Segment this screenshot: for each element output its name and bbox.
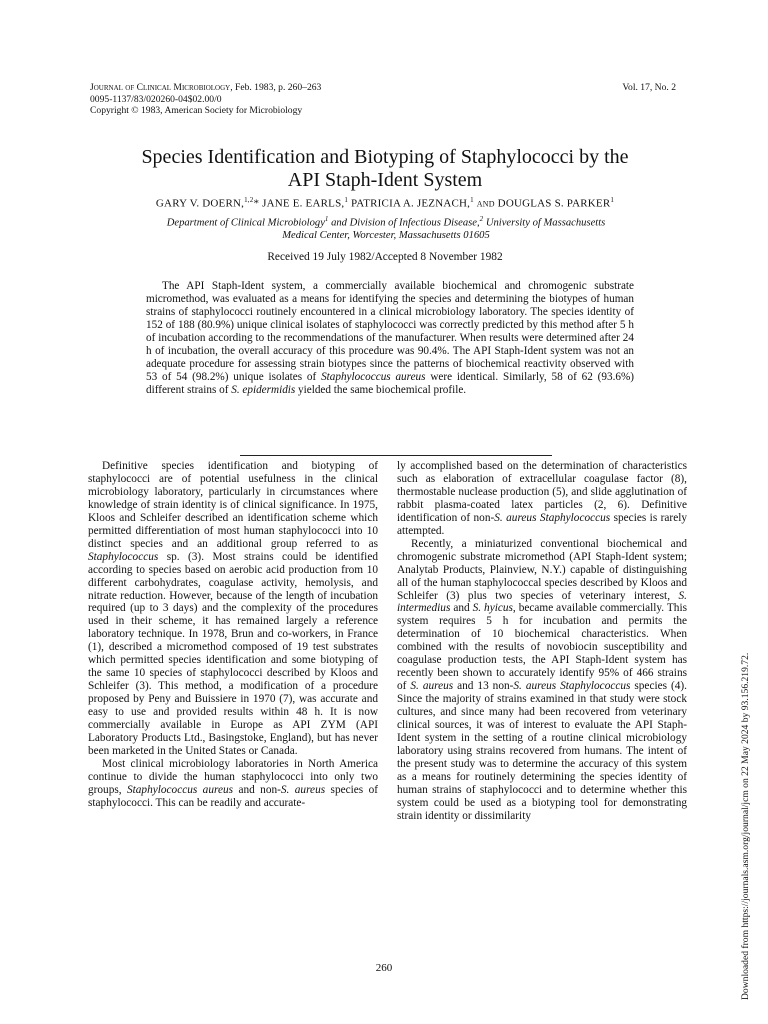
author-3: PATRICIA A. JEZNACH, [348,197,471,210]
affiliation-line-1 [80,213,692,230]
text-run: Recently, a miniaturized conventional biochemical and chromogenic substrate micromethod (API Staph-Ident system; Analytab Products, Plainview, N.Y.) capable of distinguishing all of the human staphylococcal species described by Kloos and Schleifer (3) plus two species of veterinary interest, [397,537,687,602]
author-1-sup: 1,2 [244,196,254,204]
text-run: species (4). Since the majority of strains examined in that study were stock cultures, and since many had been recovered from veterinary clinical sources, it was of interest to evaluate the API Staph-Ident system in the setting of a routine clinical microbiology laboratory using strains recovered from humans. The intent of the present study was to determine the accuracy of this system as a means for routinely determining the species identity of human strains of staphylococci and to determine whether this system could be used as a biotyping tool for demonstrating strain identity or dissimilarity [397,680,687,822]
corresponding-star: * [253,197,260,210]
italic-run: S. hyicus [472,602,513,615]
text-run: species is rarely attempted. [397,511,687,537]
issue-info: , Feb. 1983, p. 260–263 [230,82,322,93]
affiliation-sup-1: 1 [324,215,329,223]
abstract [146,280,634,397]
article-title [60,146,710,192]
author-list [60,196,710,210]
title-line-1: Species Identification and Biotyping of Staphylococci by the [141,146,629,168]
abstract-italic-1: Staphylococcus aureus [321,371,426,383]
italic-run: S. aureus Staphylococcus [513,680,631,693]
author-and: and [473,197,498,210]
abstract-italic-2: S. epidermidis [231,384,296,396]
received-dates: Received 19 July 1982/Accepted 8 November 1982 [267,251,503,263]
text-run: , became available commercially. This system requires 5 h for incubation and permits the determination of 10 biochemical characteristics. When combined with the results of novobiocin susceptibility and coagulase production tests, the API Staph-Ident system has recently been shown to accurately identify 95% of 466 strains of [397,602,687,693]
text-run: and non- [233,783,281,796]
italic-run: Staphylococcus aureus [127,783,234,796]
affiliation-sup-2: 2 [479,215,484,223]
title-line-2: API Staph-Ident System [287,169,483,191]
affiliation-line-2: Medical Center, Worcester, Massachusetts 01605 [282,230,490,242]
author-4: DOUGLAS S. PARKER [497,197,611,210]
right-paragraph-2 [397,538,687,823]
affiliations [80,213,692,243]
text-run: and 13 non- [453,680,514,693]
copyright-line: Copyright © 1983, American Society for Microbiology [90,105,303,116]
author-2-sup: 1 [344,196,349,204]
affiliation-dept: Department of Clinical Microbiology [166,217,325,229]
text-run: and [450,602,473,615]
left-paragraph-2 [88,758,378,810]
affiliation-division: and Division of Infectious Disease, [328,217,480,229]
italic-run: S. aureus [280,783,326,796]
italic-run: S. aureus Staphylococcus [494,511,611,524]
abstract-part-2: were identical. Similarly, 58 of 62 (93.6%) different strains of [146,371,634,396]
italic-run: S. aureus [410,680,454,693]
text-run: Most clinical microbiology laboratories in North America continue to divide the human staphylococci into only two groups, [88,757,378,796]
left-paragraph-1 [88,460,378,758]
download-watermark: Downloaded from https://journals.asm.org/journal/jcm on 22 May 2024 by 93.156.219.72. [740,652,751,1000]
affiliation-university: University of Massachusetts [483,217,606,229]
abstract-text [146,280,634,397]
abstract-part-3: yielded the same biochemical profile. [295,384,467,396]
author-2: JANE E. EARLS, [259,197,345,210]
journal-header [90,82,510,117]
volume-info: Vol. 17, No. 2 [622,82,676,93]
text-run: ly accomplished based on the determination of characteristics such as elaboration of extracellular coagulase factor (8), thermostable nuclease production (5), and slide agglutination of rabbit plasma-coated latex particles (2, 6). Definitive identification of non- [397,460,687,524]
body-column-right [397,460,687,823]
journal-citation [90,82,510,94]
body-column-left [88,460,378,810]
journal-name: Journal of Clinical Microbiology [90,82,231,93]
author-1: GARY V. DOERN, [155,197,245,210]
abstract-divider [240,455,552,456]
text-run: sp. (3). Most strains could be identified according to species based on aerobic acid production from 10 different carbohydrates, coagulase activity, hemolysis, and nitrate reduction. However, because of the length of incubation required (up to 3 days) and the complexity of the procedures used in their scheme, it has remained largely a reference laboratory technique. In 1978, Brun and co-workers, in France (1), described a micromethod composed of 19 test substrates which permitted species identification and some biotyping of the same 10 species of staphylococci described by Kloos and Schleifer (3). This method, a modification of a procedure proposed by Peny and Buissiere in 1970 (7), was accurate and easy to use and provided results within 48 h. It is now commercially available in Europe as API ZYM (API Laboratory Products Ltd., Basingstoke, England), but has never been marketed in the United States or Canada. [88,550,378,757]
text-run: species of staphylococci. This can be readily and accurate- [88,783,378,809]
page-number: 260 [375,962,393,974]
abstract-part-1: The API Staph-Ident system, a commercially available biochemical and chromogenic substrate micromethod, was evaluated as a means for identifying the species and determining the biotypes of human strains of staphylococci routinely encountered in a clinical microbiology laboratory. The species identity of 152 of 188 (80.9%) unique clinical isolates of staphylococci was correctly predicted by this method after 5 h of incubation according to the recommendations of the manufacturer. When results were determined after 24 h of incubation, the overall accuracy of this procedure was 90.4%. The API Staph-Ident system was not an adequate procedure for assessing strain biotypes since the patterns of biochemical reactivity observed with 53 of 54 (98.2%) unique isolates of [146,280,634,383]
article-code: 0095-1137/83/020260-04$02.00/0 [90,93,222,105]
text-run: Definitive species identification and biotyping of staphylococci are of potential usefulness in the clinical microbiology laboratory, particularly in circumstances where knowledge of strain identity is of clinical significance. In 1975, Kloos and Schleifer described an identification scheme which permitted differentiation of most human staphylococci into 10 distinct species and an additional group referred to as [88,460,378,550]
italic-run: Staphylococcus [88,550,159,563]
author-4-sup: 1 [610,196,615,204]
author-3-sup: 1 [470,196,474,204]
italic-run: S. intermedius [397,589,687,615]
right-paragraph-1 [397,460,687,538]
